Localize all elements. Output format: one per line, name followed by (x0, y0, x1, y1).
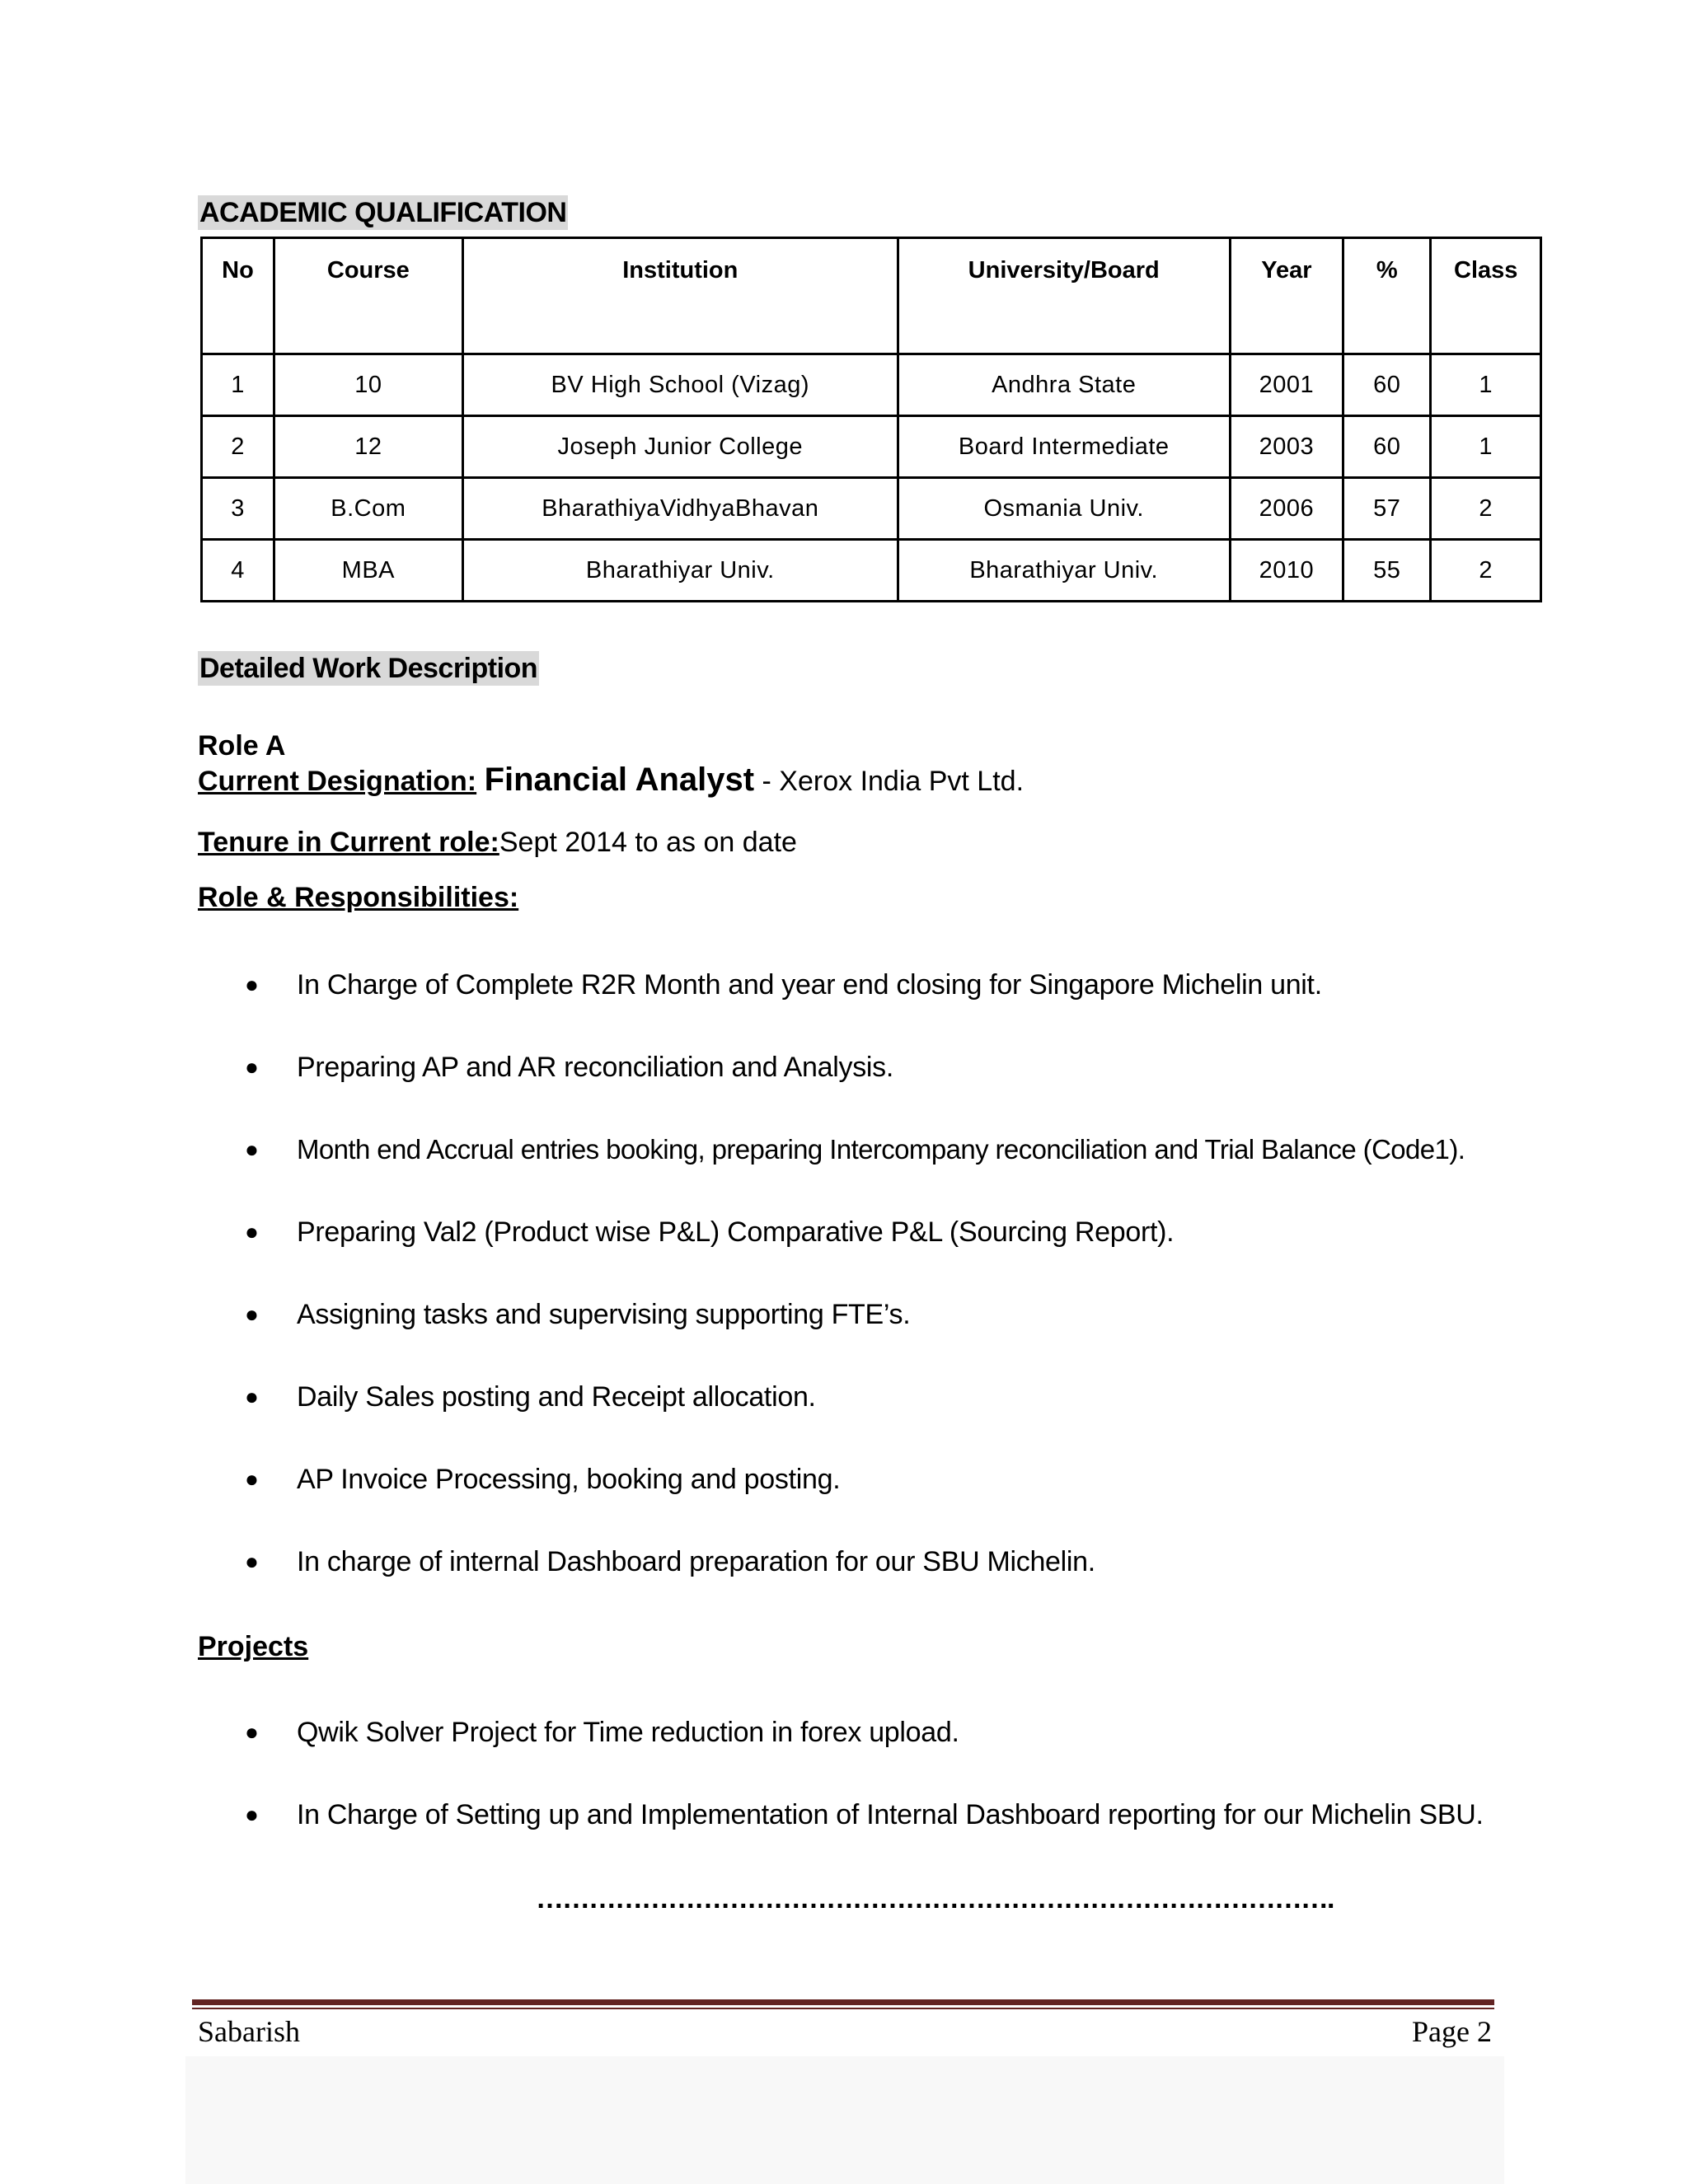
designation-line (198, 762, 1024, 799)
col-header-percent: % (1343, 238, 1431, 354)
bullet-icon: ● (245, 1802, 259, 1827)
tenure-value: Sept 2014 to as on date (499, 827, 797, 858)
bullet-icon: ● (245, 1549, 259, 1574)
cell-year: 2010 (1230, 540, 1343, 602)
bullet-icon: ● (245, 1466, 259, 1492)
bullet-icon: ● (245, 1384, 259, 1409)
cell-course: 12 (274, 416, 463, 478)
academic-table (200, 237, 1542, 602)
list-item (0, 1376, 1688, 1418)
work-heading: Detailed Work Description (199, 653, 538, 684)
list-item (0, 1541, 1688, 1582)
table-row (202, 416, 1541, 478)
list-item-text: In Charge of Complete R2R Month and year end closing for Singapore Michelin unit. (297, 969, 1322, 1001)
col-header-institution: Institution (462, 238, 898, 354)
role-title: Role A (198, 730, 286, 762)
cell-course: 10 (274, 354, 463, 416)
bullet-icon: ● (245, 1137, 259, 1162)
bullet-icon: ● (245, 1219, 259, 1244)
footer-background (185, 2056, 1504, 2184)
footer-divider-thick (192, 1999, 1494, 2005)
cell-year: 2006 (1230, 478, 1343, 540)
responsibilities-heading: Role & Responsibilities: (198, 882, 519, 913)
bullet-icon: ● (245, 972, 259, 997)
list-item (0, 1294, 1688, 1335)
footer-name: Sabarish (198, 2015, 300, 2048)
cell-class: 1 (1431, 416, 1541, 478)
col-header-university: University/Board (898, 238, 1230, 354)
list-item-text: AP Invoice Processing, booking and posting. (297, 1464, 841, 1495)
list-item-text: Month end Accrual entries booking, preparing Intercompany reconciliation and Trial Balance (Code1). (297, 1134, 1465, 1165)
cell-no: 3 (202, 478, 274, 540)
cell-university: Andhra State (898, 354, 1230, 416)
footer-divider-thin (192, 2008, 1494, 2009)
cell-year: 2001 (1230, 354, 1343, 416)
list-item-text: Daily Sales posting and Receipt allocation. (297, 1381, 816, 1413)
cell-percent: 60 (1343, 354, 1431, 416)
list-item-text: In Charge of Setting up and Implementation of Internal Dashboard reporting for our Michelin SBU. (297, 1799, 1484, 1830)
cell-year: 2003 (1230, 416, 1343, 478)
cell-class: 2 (1431, 540, 1541, 602)
bullet-icon: ● (245, 1719, 259, 1745)
projects-heading: Projects (198, 1631, 309, 1662)
cell-no: 1 (202, 354, 274, 416)
cell-no: 2 (202, 416, 274, 478)
academic-heading: ACADEMIC QUALIFICATION (199, 197, 567, 228)
designation-label: Current Designation: (198, 766, 477, 797)
list-item-text: Qwik Solver Project for Time reduction in forex upload. (297, 1717, 959, 1748)
table-header-row (202, 238, 1541, 354)
cell-institution: Joseph Junior College (462, 416, 898, 478)
separator-dots: ………………………………………………………………………………. (536, 1883, 1334, 1915)
footer-page-number: Page 2 (1412, 2015, 1492, 2048)
cell-institution: Bharathiyar Univ. (462, 540, 898, 602)
cell-no: 4 (202, 540, 274, 602)
list-item-text: Assigning tasks and supervising supporting FTE’s. (297, 1299, 911, 1330)
list-item (0, 1129, 1688, 1170)
list-item (0, 964, 1688, 1005)
cell-institution: BV High School (Vizag) (462, 354, 898, 416)
cell-percent: 60 (1343, 416, 1431, 478)
list-item-text: Preparing AP and AR reconciliation and Analysis. (297, 1052, 893, 1083)
cell-percent: 55 (1343, 540, 1431, 602)
col-header-year: Year (1230, 238, 1343, 354)
cell-class: 1 (1431, 354, 1541, 416)
cell-class: 2 (1431, 478, 1541, 540)
list-item (0, 1212, 1688, 1253)
cell-university: Osmania Univ. (898, 478, 1230, 540)
designation-value: Financial Analyst (484, 762, 755, 798)
list-item (0, 1712, 1688, 1753)
list-item-text: Preparing Val2 (Product wise P&L) Comparative P&L (Sourcing Report). (297, 1216, 1175, 1248)
list-item (0, 1459, 1688, 1500)
cell-university: Board Intermediate (898, 416, 1230, 478)
bullet-icon: ● (245, 1301, 259, 1327)
footer-divider (192, 1999, 1494, 2009)
col-header-class: Class (1431, 238, 1541, 354)
tenure-label: Tenure in Current role: (198, 827, 499, 858)
list-item-text: In charge of internal Dashboard preparation for our SBU Michelin. (297, 1546, 1095, 1577)
cell-institution: BharathiyaVidhyaBhavan (462, 478, 898, 540)
cell-university: Bharathiyar Univ. (898, 540, 1230, 602)
cell-course: B.Com (274, 478, 463, 540)
table-row (202, 354, 1541, 416)
list-item (0, 1794, 1688, 1835)
cell-course: MBA (274, 540, 463, 602)
table-row (202, 540, 1541, 602)
bullet-icon: ● (245, 1054, 259, 1080)
col-header-course: Course (274, 238, 463, 354)
col-header-no: No (202, 238, 274, 354)
list-item (0, 1047, 1688, 1088)
table-row (202, 478, 1541, 540)
tenure-line (198, 824, 797, 860)
cell-percent: 57 (1343, 478, 1431, 540)
company-name: - Xerox India Pvt Ltd. (762, 766, 1025, 797)
